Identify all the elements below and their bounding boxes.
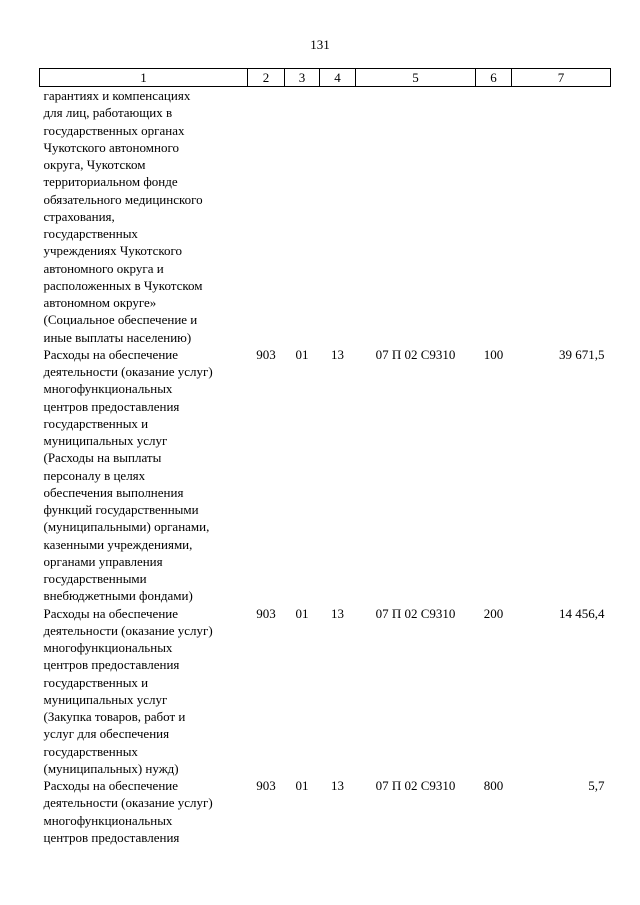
row-subsection-code: 13	[331, 778, 344, 793]
row-amount	[512, 87, 611, 346]
column-header-6: 6	[476, 69, 512, 87]
row-ministry-code: 903	[256, 778, 276, 793]
row-target-article	[356, 87, 476, 346]
column-header-3: 3	[285, 69, 320, 87]
row-section-code: 01	[295, 778, 309, 793]
budget-table	[39, 68, 611, 846]
column-header-2: 2	[248, 69, 285, 87]
row-subsection-code: 13	[331, 346, 344, 362]
table-body	[40, 87, 611, 847]
row-target-article: 07 П 02 С9310	[375, 346, 456, 362]
row-description: Расходы на обеспечение деятельности (оказание услуг) многофункциональных центров предоставления	[43, 778, 213, 845]
page-number: 131	[310, 37, 330, 52]
table-row	[40, 346, 611, 605]
table-row	[40, 87, 611, 346]
table-row	[40, 605, 611, 778]
header-row	[40, 69, 611, 87]
row-section-code: 01	[295, 346, 309, 362]
table-row	[40, 777, 611, 846]
column-header-5: 5	[356, 69, 476, 87]
row-description: Расходы на обеспечение деятельности (оказание услуг) многофункциональных центров предоставления государственных и муниципальных услуг (Закупка товаров, работ и услуг для обеспечения государственных (муниципальных) нужд)	[43, 605, 213, 776]
row-ministry-code: 903	[256, 605, 276, 621]
row-expense-type	[476, 87, 512, 346]
row-ministry-code: 903	[256, 346, 276, 362]
row-section-code: 01	[295, 605, 309, 621]
row-section-code	[285, 87, 320, 346]
row-subsection-code: 13	[331, 605, 344, 621]
row-amount: 5,7	[588, 778, 605, 793]
column-header-1: 1	[40, 69, 248, 87]
row-target-article: 07 П 02 С9310	[375, 778, 456, 793]
row-expense-type: 800	[483, 778, 504, 793]
column-header-7: 7	[512, 69, 611, 87]
column-header-4: 4	[320, 69, 356, 87]
row-expense-type: 100	[483, 346, 504, 362]
row-amount: 14 456,4	[559, 605, 605, 621]
row-amount: 39 671,5	[559, 346, 605, 362]
row-expense-type: 200	[483, 605, 504, 621]
row-subsection-code	[320, 87, 356, 346]
table-header	[40, 69, 611, 87]
row-description: Расходы на обеспечение деятельности (оказание услуг) многофункциональных центров предоставления государственных и муниципальных услуг (Расходы на выплаты персоналу в целях обеспечения выполнения функций государственными (муниципальными) органами, казенными учреждениями, органами управления государственными внебюджетными фондами)	[43, 346, 213, 604]
row-ministry-code	[248, 87, 285, 346]
row-target-article: 07 П 02 С9310	[375, 605, 456, 621]
row-description: гарантиях и компенсациях для лиц, работающих в государственных органах Чукотского автономного округа, Чукотском территориальном фонде обязательного медицинского страхования, государственных учреждениях Чукотского автономного округа и расположенных в Чукотском автономном округе» (Социальное обеспечение и иные выплаты населению)	[43, 88, 203, 345]
